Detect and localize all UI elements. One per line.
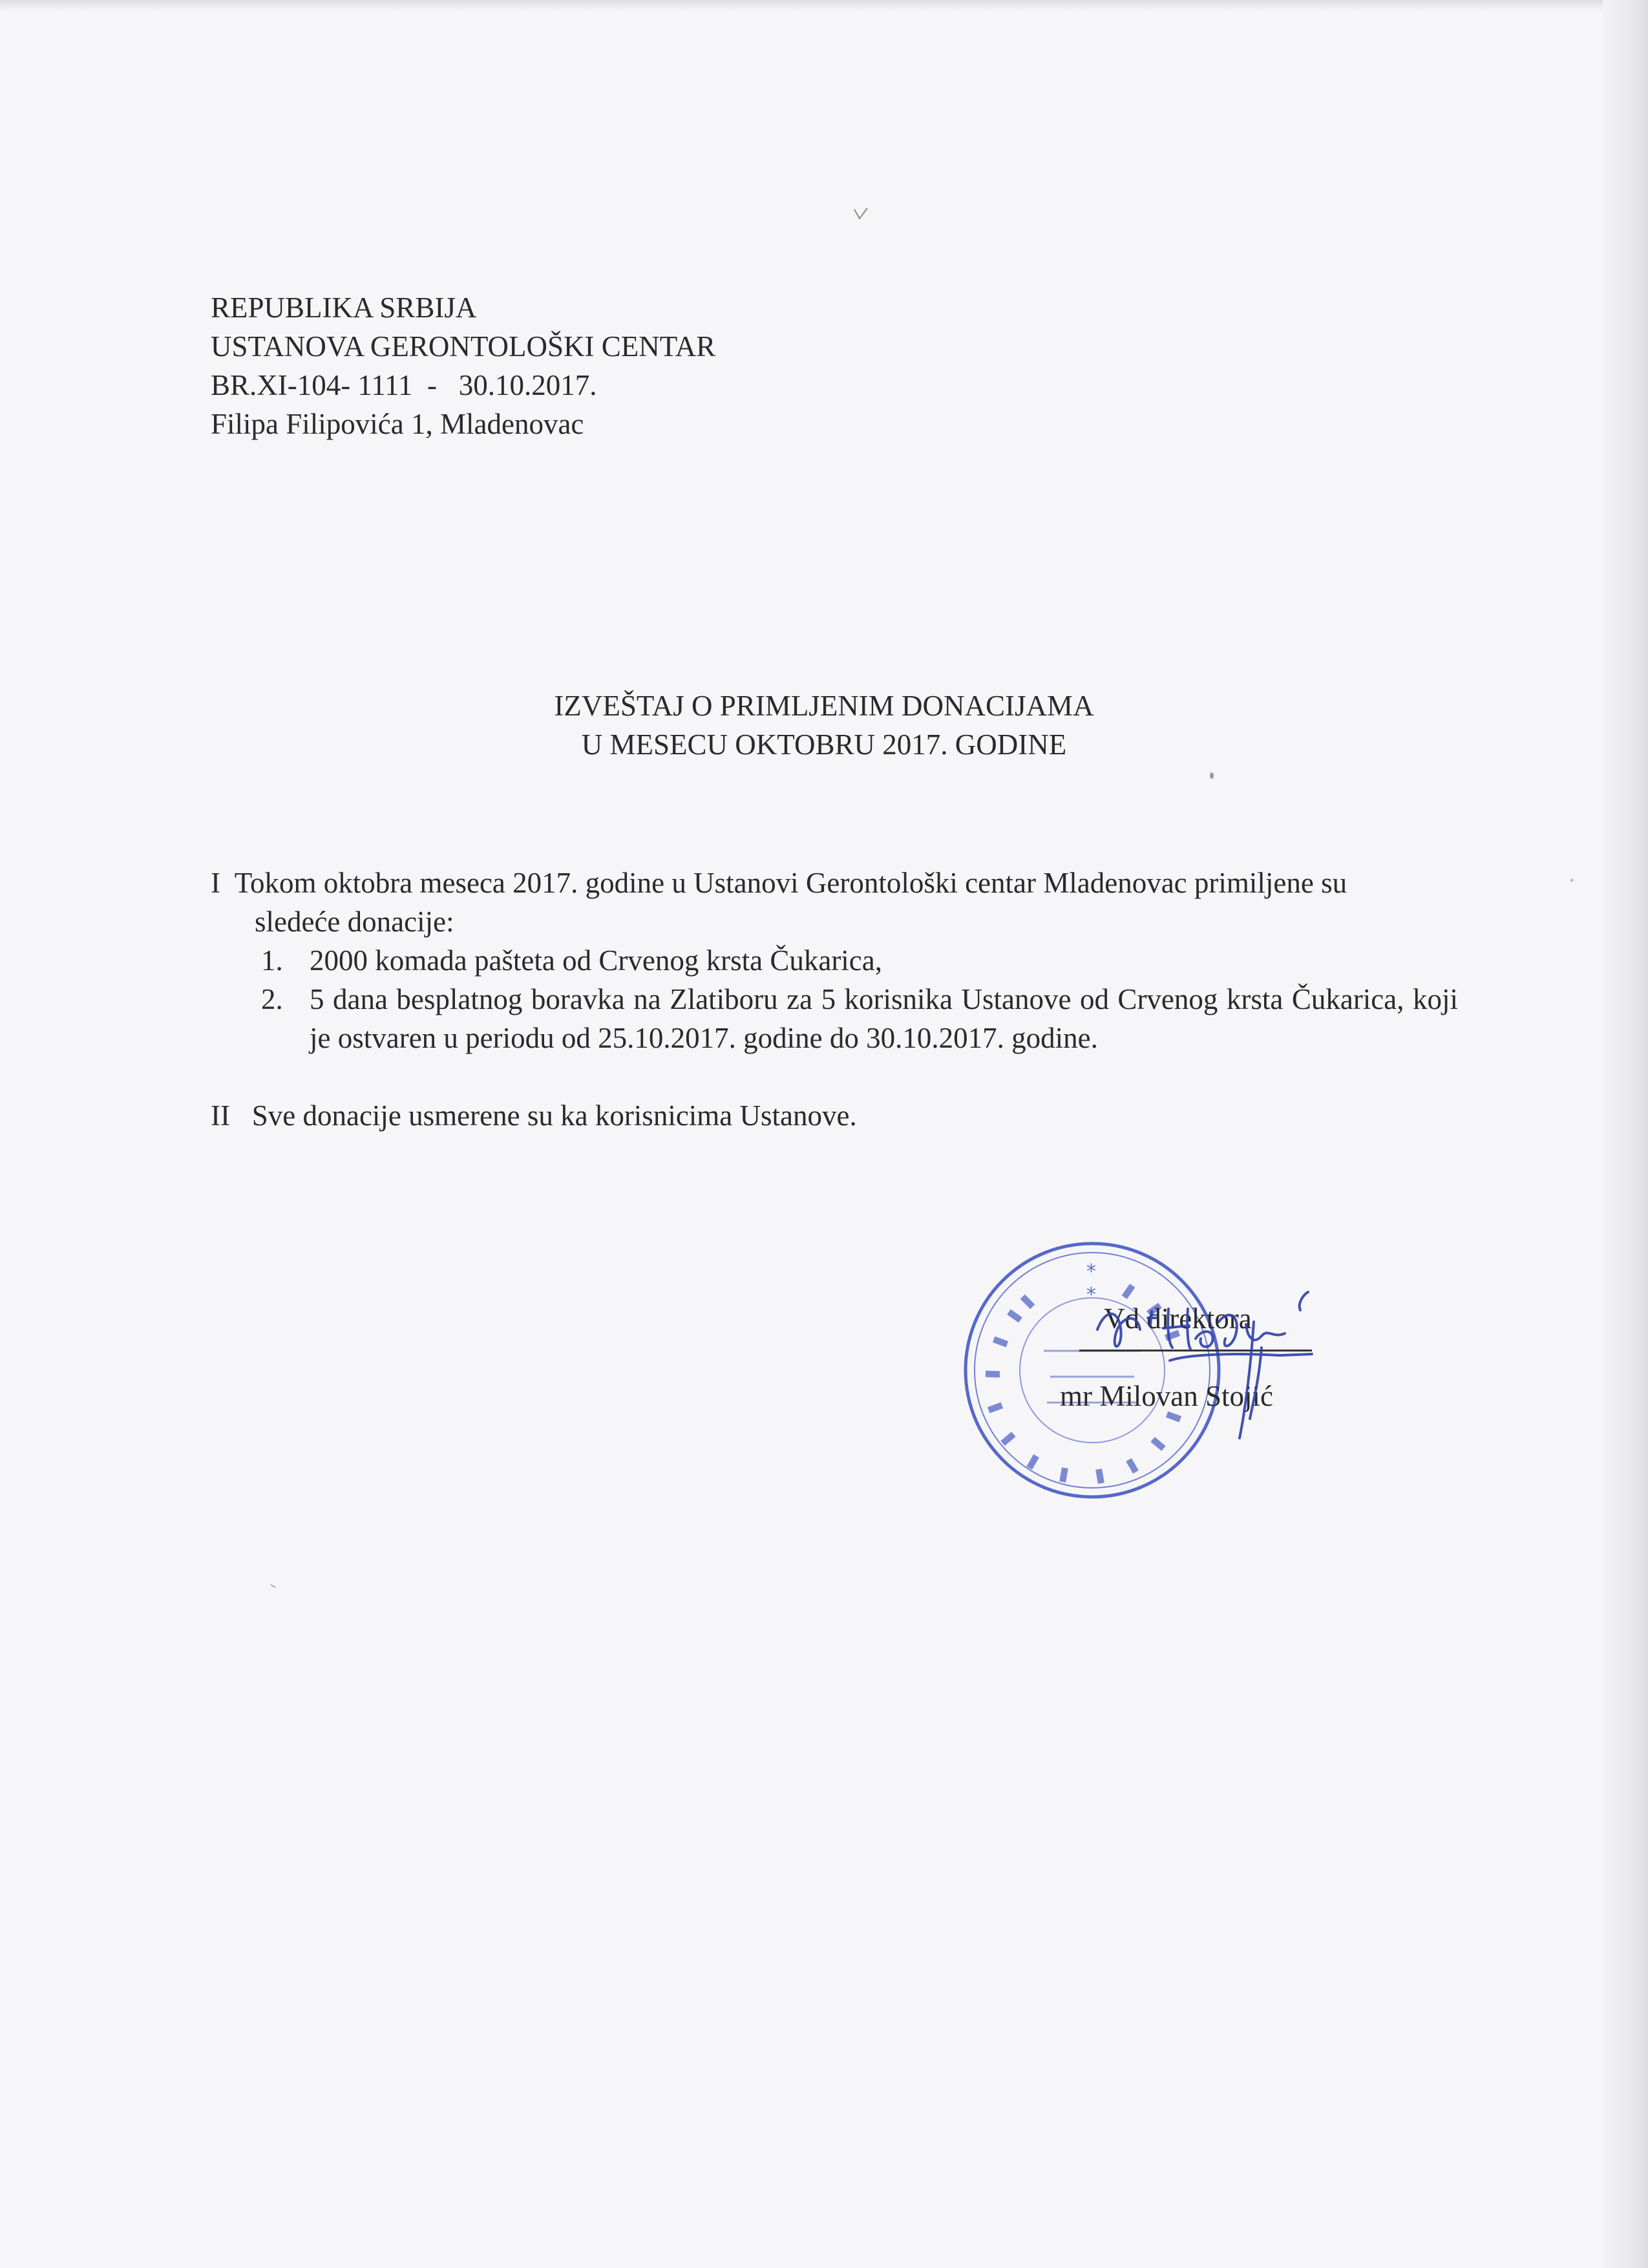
- list-item-text: 5 dana besplatnog boravka na Zlatiboru za 5 korisnika Ustanove od Crvenog krsta Čukarica, koji je ostvaren u periodu od 25.10.2017. godine do 30.10.2017. godine.: [310, 983, 1458, 1054]
- section-2-text: Sve donacije usmerene su ka korisnicima Ustanove.: [251, 1099, 857, 1132]
- scan-mark: [852, 206, 871, 225]
- signatory-name: mr Milovan Stojić: [1060, 1380, 1273, 1412]
- section-1-first-line: [211, 864, 1458, 902]
- letterhead: [211, 288, 715, 443]
- scan-dot: [1209, 771, 1215, 780]
- document-body: [211, 864, 1458, 1135]
- svg-text:*: *: [1086, 1284, 1096, 1306]
- svg-text:*: *: [1086, 1260, 1096, 1283]
- scan-top-edge: [0, 0, 1648, 12]
- header-institution: USTANOVA GERONTOLOŠKI CENTAR: [211, 330, 716, 363]
- header-reference: BR.XI-104- 1111 - 30.10.2017.: [211, 369, 597, 401]
- signature-title: Vd direktora: [1104, 1302, 1252, 1335]
- scan-dot: [1569, 878, 1574, 883]
- section-1-text-line-2: sledeće donacije:: [255, 906, 454, 938]
- handwritten-signature: [1092, 1283, 1331, 1451]
- list-item-text: 2000 komada pašteta od Crvenog krsta Čukarica,: [310, 944, 883, 977]
- list-item-number: 2.: [261, 983, 283, 1015]
- title-line-1: IZVEŠTAJ O PRIMLJENIM DONACIJAMA: [554, 690, 1094, 722]
- document-title: [0, 686, 1648, 764]
- section-1-text-line-1: Tokom oktobra meseca 2017. godine u Ustanovi Gerontološki centar Mladenovac primiljene su: [234, 867, 1347, 899]
- scan-right-edge: [1603, 0, 1648, 2268]
- header-address: Filipa Filipovića 1, Mladenovac: [211, 408, 584, 440]
- list-item-number: 1.: [261, 944, 283, 977]
- section-1-numeral: I: [211, 867, 220, 899]
- header-country: REPUBLIKA SRBIJA: [211, 291, 477, 324]
- paragraph-spacer: [211, 1057, 1458, 1096]
- section-2-numeral: II: [211, 1099, 230, 1132]
- section-2: [211, 1096, 1458, 1135]
- scan-dot: [270, 1584, 277, 1589]
- list-item: [211, 941, 1458, 980]
- title-line-2: U MESECU OKTOBRU 2017. GODINE: [581, 728, 1067, 761]
- list-item: [211, 980, 1458, 1057]
